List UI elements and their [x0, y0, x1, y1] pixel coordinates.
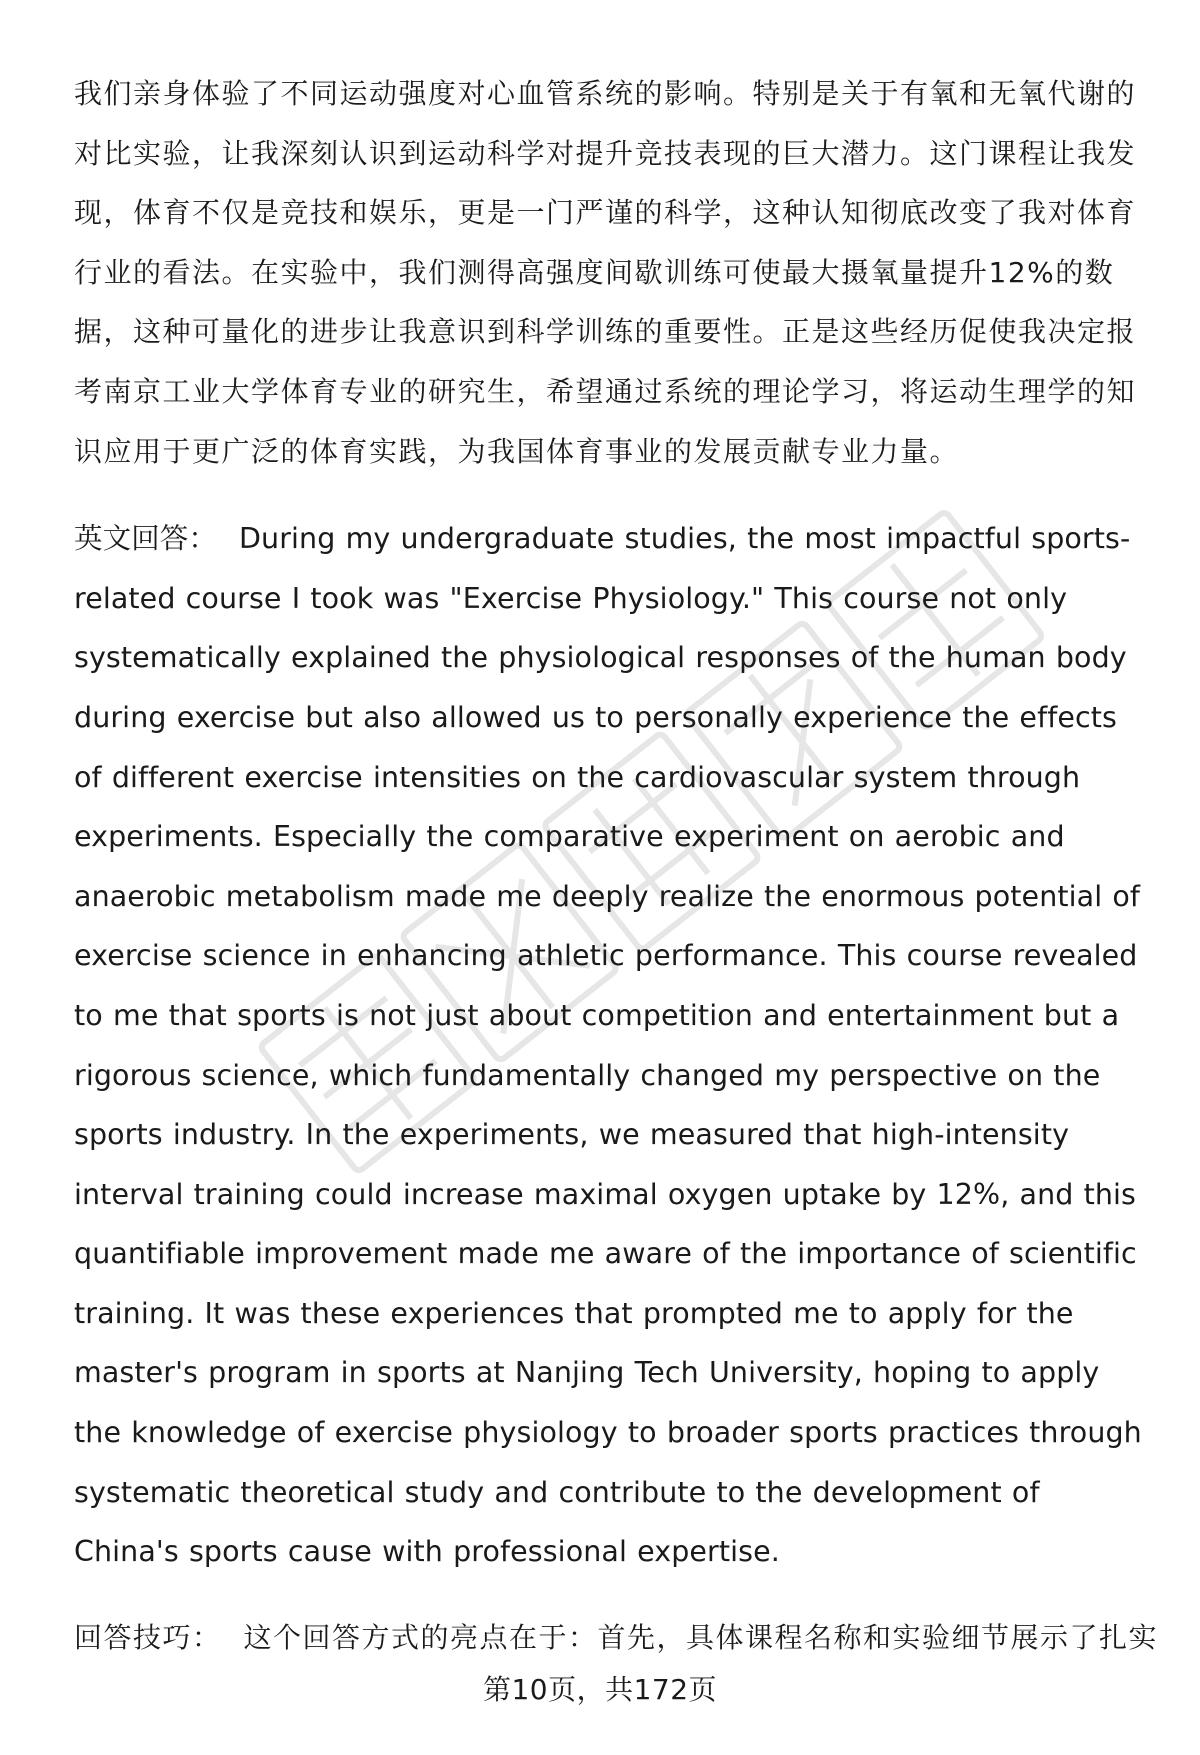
page-indicator: 第10页，共172页: [482, 1673, 718, 1706]
english-answer-label: 英文回答：: [74, 522, 218, 556]
english-answer-paragraph: [74, 509, 1154, 1582]
english-answer-text: During my undergraduate studies, the most impactful sports-related course I took was "Exercise Physiology." This course not only systematically explained the physiological responses of the human body during exercise but also allowed us to personally experience the effects of different exercise intensities on the cardiovascular system through experiments. Especially the comparative experiment on aerobic and anaerobic metabolism made me deeply realize the enormous potential of exercise science in enhancing athletic performance. This course revealed to me that sports is not just about competition and entertainment but a rigorous science, which fundamentally changed my perspective on the sports industry. In the experiments, we measured that high-intensity interval training could increase maximal oxygen uptake by 12%, and this quantifiable improvement made me aware of the importance of scientific training. It was these experiences that prompted me to apply for the master's program in sports at Nanjing Tech University, hoping to apply the knowledge of exercise physiology to broader sports practices through systematic theoretical study and contribute to the development of China's sports cause with professional expertise.: [74, 522, 1142, 1569]
intro-paragraph: 我们亲身体验了不同运动强度对心血管系统的影响。特别是关于有氧和无氧代谢的对比实验，让我深刻认识到运动科学对提升竞技表现的巨大潜力。这门课程让我发现，体育不仅是竞技和娱乐，更是一门严谨的科学，这种认知彻底改变了我对体育行业的看法。在实验中，我们测得高强度间歇训练可使最大摄氧量提升12%的数据，这种可量化的进步让我意识到科学训练的重要性。正是这些经历促使我决定报考南京工业大学体育专业的研究生，希望通过系统的理论学习，将运动生理学的知识应用于更广泛的体育实践，为我国体育事业的发展贡献专业力量。: [74, 77, 1137, 468]
answer-tips-paragraph: [74, 1608, 1159, 1668]
answer-tips-text: 这个回答方式的亮点在于：首先，具体课程名称和实验细节展示了扎实: [243, 1620, 1159, 1654]
document-body: [74, 64, 1159, 1667]
answer-tips-label: 回答技巧：: [74, 1620, 222, 1654]
page-footer: [0, 1668, 1200, 1708]
